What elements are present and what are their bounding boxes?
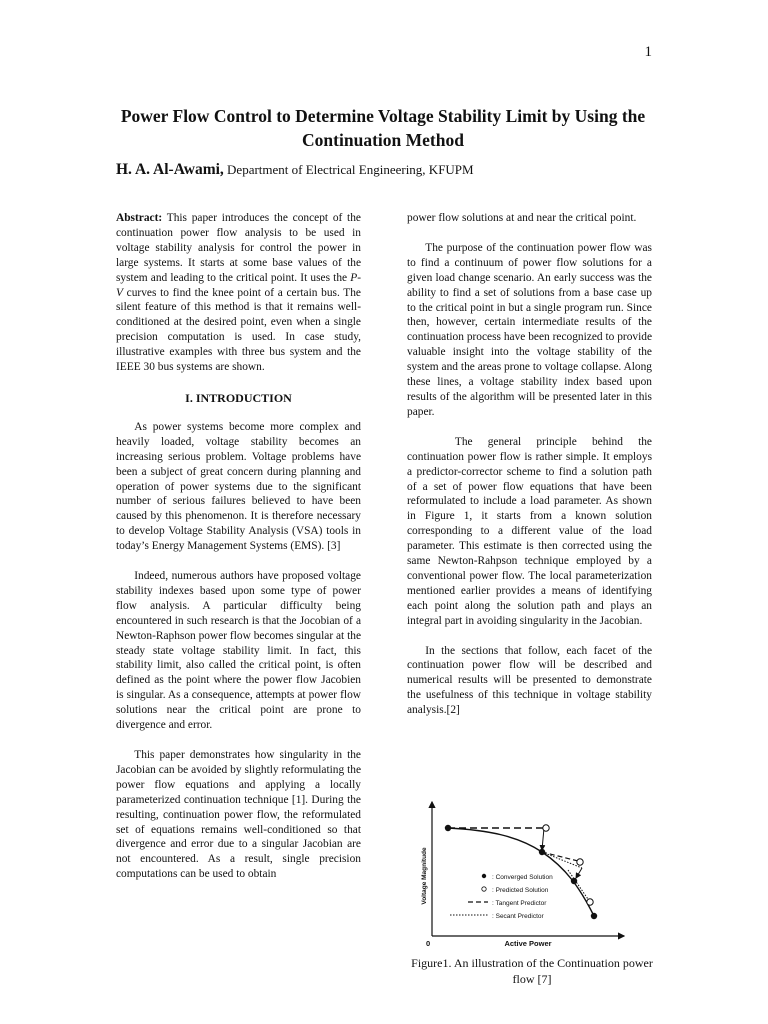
intro-paragraph-3: This paper demonstrates how singularity in the Jacobian can be avoided by slightly reformulating the power flow equations and applying a locally parameterized continuation technique [1]. During the resulting, continuation power flow, the reformulated set of equations remains well-conditioned so that divergence and error due to a singular Jacobian are not encountered. As a result, single precision computations can be used to obtain — [116, 749, 361, 881]
author-affiliation: Department of Electrical Engineering, KFUPM — [227, 162, 474, 177]
right-column — [407, 211, 652, 718]
legend-predicted-marker — [482, 887, 486, 891]
intro-paragraph-2: Indeed, numerous authors have proposed voltage stability indexes based upon some type of power flow analysis. A particular difficulty being encountered in such research is that the Jocobian of a Newton-Raphson power flow becomes singular at the steady state voltage stability limit. In fact, this stability limit, also called the critical point, is often defined as the point where the power flow Jacobien is singular. As a consequence, attempts at power flow solutions near the critical point are prone to divergence and error. — [116, 570, 361, 732]
legend-predicted: : Predicted Solution — [492, 887, 549, 894]
paper-title: Power Flow Control to Determine Voltage Stability Limit by Using the Continuation Method — [120, 106, 646, 150]
section-heading-introduction: I. INTRODUCTION — [185, 390, 292, 405]
abstract-paragraph — [116, 211, 361, 375]
abstract-text-2: curves to find the knee point of a certain bus. The silent feature of this method is that it remains well-conditioned at the desired point, even when a single precision computation is used. In case study, illustrative examples with three bus system and the IEEE 30 bus systems are shown. — [116, 286, 361, 374]
abstract-label: Abstract: — [116, 212, 163, 224]
abstract-pv-term: P-V — [116, 271, 361, 299]
secant-predictor-2 — [568, 870, 590, 902]
converged-point-1 — [445, 825, 451, 831]
continuation-figure — [418, 798, 628, 948]
predicted-point-2 — [577, 859, 583, 865]
predicted-point-3 — [587, 899, 593, 905]
right-paragraph-3: The general principle behind the continuation power flow is rather simple. It employs a predictor-corrector scheme to find a solution path of a set of power flow equations that have been reformulated to include a load parameter. As shown in Figure 1, it starts from a known solution corresponding to a different value of the load parameter. This estimate is then corrected using the same Newton-Rahpson technique employed by a conventional power flow. The local parameterization mentioned earlier provides a means of identifying each point along the solution path and plays an integral part in avoiding singularity in the Jacobian. — [407, 435, 652, 627]
author-line — [116, 161, 474, 179]
legend-tangent: : Tangent Predictor — [492, 900, 547, 907]
converged-point-4 — [591, 913, 597, 919]
x-axis-label: Active Power — [504, 939, 552, 948]
legend-converged-marker — [482, 874, 486, 878]
figure-caption: Figure1. An illustration of the Continuation power flow [7] — [411, 956, 653, 986]
corrector-arrow-2 — [576, 868, 582, 878]
right-paragraph-2: The purpose of the continuation power flow was to find a continuum of power flow solutions for a given load change scenario. An early success was the ability to find a set of solutions from a base case up to the critical point in but a single program run. Since then, however, certain intermediate results of the continuation process have been recognized to provide valuable insight into the voltage stability of the system and the areas prone to voltage collapse. Along these lines, a voltage stability index based upon results of the algorithm will be presented later in this paper. — [407, 241, 652, 418]
right-paragraph-1: power flow solutions at and near the critical point. — [407, 212, 637, 224]
predicted-point-1 — [543, 825, 549, 831]
converged-point-3 — [571, 878, 577, 884]
y-axis-label: Voltage Magnitude — [421, 847, 428, 905]
right-paragraph-4: In the sections that follow, each facet of the continuation power flow will be described and numerical results will be presented to demonstrate the usefulness of this technique in voltage stability analysis.[2] — [407, 644, 652, 717]
intro-paragraph-1: As power systems become more complex and heavily loaded, voltage stability becomes an increasing serious problem. Voltage problems have been a subject of great concern during planning and operation of power systems due to the significant number of serious failures believed to have been caused by this phenomenon. It is therefore necessary to develop Voltage Stability Analysis (VSA) tools in today’s Energy Management Systems (EMS). [3] — [116, 420, 361, 553]
origin-label: 0 — [426, 939, 431, 948]
converged-point-2 — [539, 849, 545, 855]
left-column — [116, 211, 361, 882]
legend-converged: : Converged Solution — [492, 874, 553, 881]
page-number: 1 — [644, 44, 652, 60]
abstract-text-1: This paper introduces the concept of the continuation power flow analysis to be used in voltage stability analysis for control the power in large systems. It starts at some base values of the system and leading to the critical point. It uses the — [116, 212, 361, 284]
corrector-arrow-1 — [542, 828, 544, 850]
legend-secant: : Secant Predictor — [492, 913, 544, 920]
author-name: H. A. Al-Awami, — [116, 161, 224, 178]
